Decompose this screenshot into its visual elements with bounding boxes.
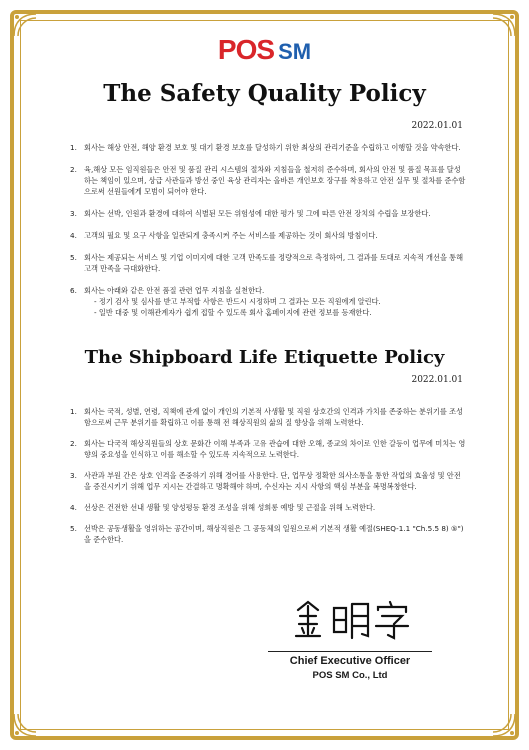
etiquette-policy-date: 2022.01.01 [411, 375, 463, 385]
company-logo [0, 34, 529, 66]
list-item [70, 523, 466, 545]
logo-main-text: POS [217, 34, 275, 65]
item-text-main: 회사는 아래와 같은 안전 품질 관련 업무 지침을 실천한다. [84, 286, 265, 295]
signer-role: Chief Executive Officer [289, 655, 411, 667]
list-item [70, 438, 466, 460]
item-text: 고객의 필요 및 요구 사항을 일관되게 충족시켜 주는 서비스를 제공하는 것이 회사의 방침이다. [84, 231, 378, 240]
item-text: 육,해상 모든 임직원들은 안전 및 품질 관리 시스템의 절차와 지침들을 철저히 준수하며, 회사의 안전 및 품질 목표를 달성하는 책임이 있으며, 상급 사관들과 방선 중인 육상 관리자는 올바른 개인보호 장구를 착용하고 안전 실무 및 절차를 준수함으로써 선원들에게 모범이 되어야 한다. [84, 165, 466, 196]
item-text: 선상은 건전한 선내 생활 및 양성평등 환경 조성을 위해 성희롱 예방 및 근절을 위해 노력한다. [84, 503, 376, 512]
list-item [70, 502, 466, 513]
item-number: 2. [70, 165, 77, 174]
list-item [70, 406, 466, 428]
etiquette-policy-list [70, 406, 466, 555]
item-text: 회사는 해상 안전, 해양 환경 보호 및 대기 환경 보호를 달성하기 위한 최상의 관리기준을 수립하고 이행할 것을 약속한다. [84, 143, 461, 152]
safety-policy-list [70, 142, 466, 329]
sub-item: - 일반 대중 및 이해관계자가 쉽게 접할 수 있도록 회사 홈페이지에 관련 정보를 등재한다. [94, 308, 372, 317]
item-text: 회사는 국적, 성별, 연령, 직책에 관계 없이 개인의 기본적 사생활 및 직원 상호간의 인격과 가치를 존중하는 분위기를 조성함으로써 근무 분위기를 확립하고 이를 통해 전 해상직원의 삶의 질 향상을 위해 노력한다. [84, 407, 463, 427]
etiquette-policy-title: The Shipboard Life Etiquette Policy [84, 347, 445, 368]
item-number: 3. [70, 209, 77, 218]
item-text: 회사는 제공되는 서비스 및 기업 이미지에 대한 고객 만족도를 정량적으로 측정하여, 그 결과를 토대로 지속적 개선을 통해 고객 만족을 극대화한다. [84, 253, 464, 273]
sub-item: - 정기 검사 및 심사를 받고 부적합 사항은 반드시 시정하며 그 결과는 모든 직원에게 알린다. [94, 297, 381, 306]
list-item [70, 164, 466, 197]
item-text [84, 285, 466, 318]
item-number: 5. [70, 253, 77, 262]
item-text: 선박은 공동생활을 영위하는 공간이며, 해상직원은 그 공동체의 일원으로써 기본적 생활 예절(SHEQ-1.1 "Ch.5.5 8) ⑤")을 준수한다. [84, 524, 464, 544]
list-item [70, 230, 466, 241]
signer-company: POS SM Co., Ltd [312, 670, 388, 681]
item-text: 회사는 다국적 해상직원들의 상호 문화간 이해 부족과 고유 관습에 대한 오해, 종교의 차이로 인한 갈등이 업무에 미치는 영향의 중요성을 인식하고 이를 해소할 수 있도록 지속적으로 노력한다. [84, 439, 466, 459]
safety-policy-date: 2022.01.01 [411, 121, 463, 131]
item-number: 6. [70, 286, 77, 295]
item-number: 4. [70, 503, 77, 512]
item-number: 1. [70, 143, 77, 152]
corner-ornament-icon [12, 712, 38, 738]
item-number: 4. [70, 231, 77, 240]
safety-policy-title: The Safety Quality Policy [103, 80, 426, 107]
item-number: 2. [70, 439, 77, 448]
list-item [70, 470, 466, 492]
signature-line [268, 651, 432, 652]
corner-ornament-icon [491, 712, 517, 738]
logo-suffix-text: SM [278, 39, 312, 64]
list-item [70, 285, 466, 318]
item-number: 5. [70, 524, 77, 533]
item-number: 1. [70, 407, 77, 416]
list-item [70, 142, 466, 153]
item-text: 사관과 부원 간은 상호 인격을 존중하기 위해 경어를 사용한다. 단, 업무상 정확한 의사소통을 통한 작업의 효율성 및 안전을 증진시키기 위해 업무 지시는 간결하고 명확해야 하며, 수신자는 지시 사항의 핵심 부분을 복명복창한다. [84, 471, 461, 491]
ceo-signature [290, 598, 420, 642]
item-number: 3. [70, 471, 77, 480]
list-item [70, 252, 466, 274]
list-item [70, 208, 466, 219]
item-text: 회사는 선박, 인원과 환경에 대하여 식별된 모든 위험성에 대한 평가 및 그에 따른 안전 장치의 수립을 보장한다. [84, 209, 431, 218]
